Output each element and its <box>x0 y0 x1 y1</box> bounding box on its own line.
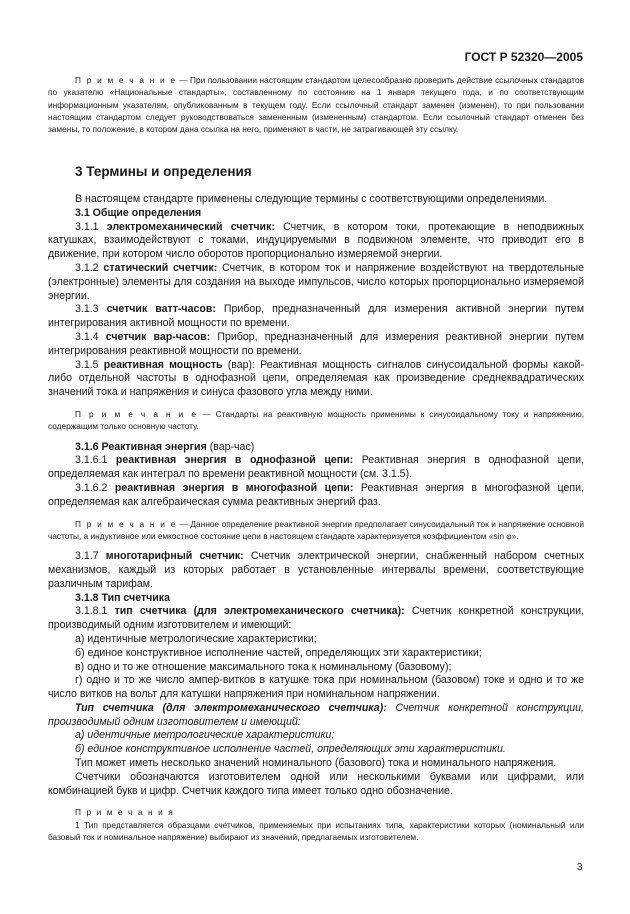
term-3-1-4: 3.1.4 счетчик вар-часов: Прибор, предназначенный для измерения реактивной энергии путем интегрирования реактивной мощности по времени. <box>48 330 584 357</box>
note-label: П р и м е ч а н и е <box>75 75 177 85</box>
intro-paragraph: В настоящем стандарте применены следующие термины с соответствующими определениями. <box>75 193 548 205</box>
term-3-1-6-1: 3.1.6.1 реактивная энергия в однофазной цепи: Реактивная энергия в однофазной цепи, определяемая как интеграл по времени реактивной мощности (см. 3.1.5). <box>48 454 585 481</box>
list-item: б) единое конструктивное исполнение частей, определяющих эти характеристики; <box>75 646 482 659</box>
italic-list-item: б) единое конструктивное исполнение частей, определяющих эти характеристики. <box>75 743 506 756</box>
list-item: а) идентичные метрологические характеристики; <box>75 632 317 645</box>
section-body <box>48 193 584 843</box>
term-3-1-6-2: 3.1.6.2 реактивная энергия в многофазной цепи: Реактивная энергия в многофазной цепи, определяемая как алгебраическая сумма реактивных энергий фаз. <box>48 481 584 508</box>
list-item: г) одно и то же число ампер-витков в катушке тока при номинальном (базовом) токе и одно и то же число витков на вольт для катушки напряжения при номинальном напряжении. <box>48 674 584 701</box>
subsection-heading-3-1-8: 3.1.8 Тип счетчика <box>75 591 170 604</box>
designation-paragraph: Счетчики обозначаются изготовителем одной или несколькими буквами или цифрами, или комбинацией букв и цифр. Счетчик каждого типа имеет только одно обозначение. <box>48 770 584 797</box>
term-3-1-2: 3.1.2 статический счетчик: Счетчик, в котором ток и напряжение воздействуют на твердотельные (электронные) элементы для создания на выходе импульсов, число которых пропорционально измеряемой энергии. <box>48 261 584 302</box>
section-heading: 3 Термины и определения <box>75 164 252 179</box>
document-header: ГОСТ Р 52320—2005 <box>464 50 583 64</box>
reactive-energy-note: П р и м е ч а н и е — Данное определение реактивной энергии предполагает синусоидальный ток и напряжение основной частоты, а индуктивное или емкостное состояние цепи в настоящем стандарте характеризуется коэффициентом «sin φ». <box>48 518 584 541</box>
reference-note <box>48 74 584 135</box>
term-3-1-7: 3.1.7 многотарифный счетчик: Счетчик электрической энергии, снабженный набором счетных механизмов, каждый из которых работает в установленные интервалы времени, соответствующие различным тарифам. <box>48 550 584 590</box>
page-number: 3 <box>577 862 583 873</box>
subsection-3-1-6: 3.1.6 Реактивная энергия (вар-час) <box>75 440 255 453</box>
subsection-heading-3-1: 3.1 Общие определения <box>75 206 202 219</box>
list-item: в) одно и то же отношение максимального тока к номинальному (базовому); <box>75 660 452 673</box>
reactive-power-note: П р и м е ч а н и е — Стандарты на реактивную мощность применимы к синусоидальному току и напряжению, содержащим только основную частоту. <box>48 408 584 432</box>
term-3-1-8-1: 3.1.8.1 тип счетчика (для электромеханического счетчика): Счетчик конкретной конструкции, производимый одним изготовителем и имеющий: <box>48 605 584 632</box>
notes-label: П р и м е ч а н и я <box>75 807 175 818</box>
term-3-1-1: 3.1.1 электромеханический счетчик: Счетчик, в котором токи, протекающие в неподвижных катушках, взаимодействуют с токами, индуцируемыми в подвижном элементе, что приводит его в движение, при котором число оборотов пропорционально измеряемой энергии. <box>48 220 584 261</box>
italic-list-item: а) идентичные метрологические характеристики; <box>75 729 335 742</box>
term-3-1-3: 3.1.3 счетчик ватт-часов: Прибор, предназначенный для измерения активной энергии путем интегрирования активной мощности по времени. <box>48 303 584 330</box>
note-item-1: 1 Тип представляется образцами счетчиков, применяемых при испытаниях типа, характеристики которых (номинальный или базовый ток и номинальное напряжение) выбирают из значений, предлагаемых изготовителем. <box>48 819 584 843</box>
term-3-1-5: 3.1.5 реактивная мощность (вар): Реактивная мощность сигналов синусоидальной формы какой-либо отдельной частоты в однофазной цепи, определяемая как произведение среднеквадратических значений тока и напряжения и синуса фазового угла между ними. <box>48 358 584 399</box>
italic-definition: Тип счетчика (для электромеханического счетчика): Счетчик конкретной конструкции, производимый одним изготовителем и имеющий: <box>48 701 584 728</box>
type-paragraph: Тип может иметь несколько значений номинального (базового) тока и номинального напряжения. <box>75 757 557 770</box>
note-text: — При пользовании настоящим стандартом целесообразно проверить действие ссылочных стандартов по указателю «Национальные стандарты», составленному по состоянию на 1 января текущего года, и по соответствующим информационным указателям, опубликованным в текущем году. Если ссылочный стандарт заменен (изменен), то при пользовании настоящим стандартом следует руководствоваться замененным (измененным) стандартом. Если ссылочный стандарт отменен без замены, то положение, в котором дана ссылка на него, применяют в части, не затрагивающей эту ссылку. <box>48 75 584 135</box>
